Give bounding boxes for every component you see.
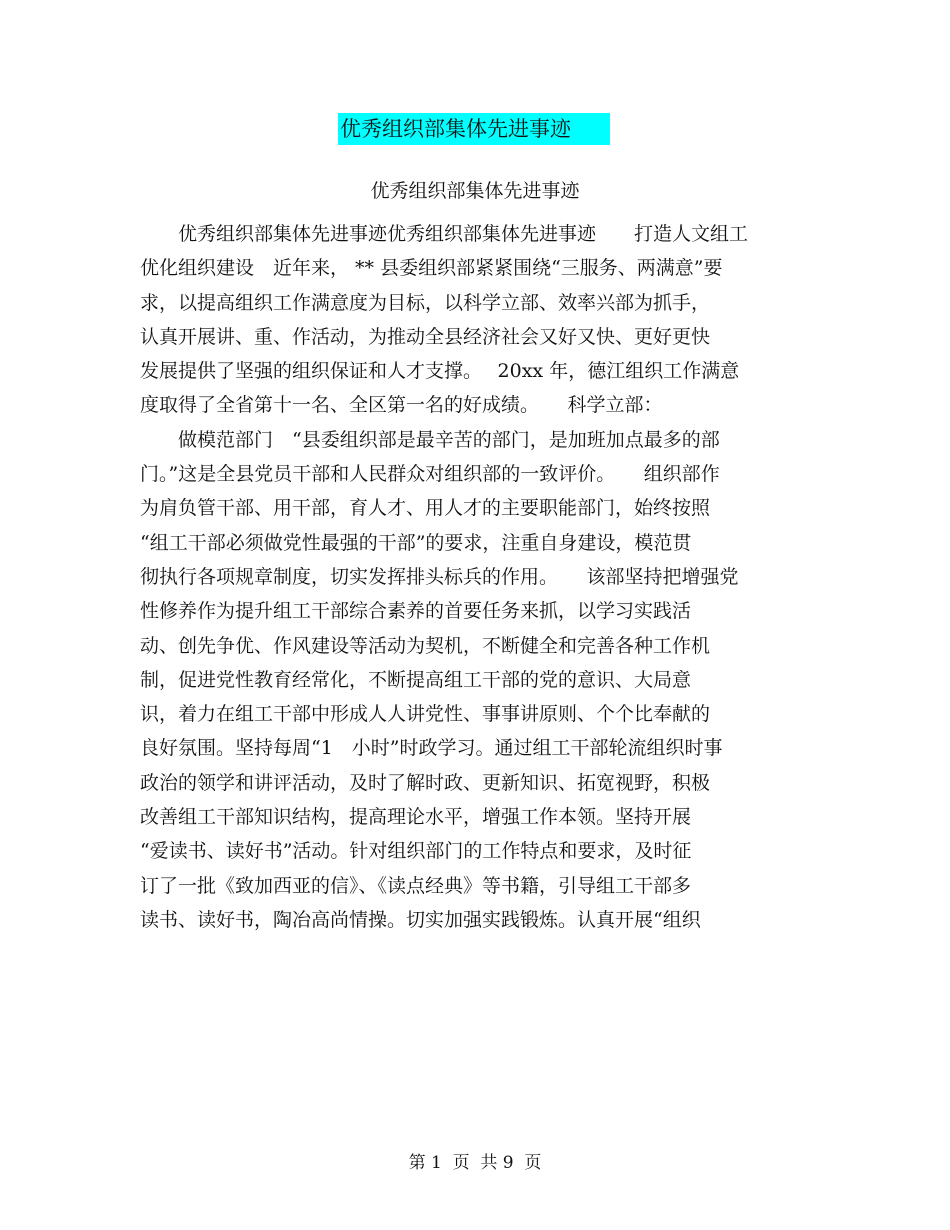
- body-line: 为肩负管干部、用干部，育人才、用人才的主要职能部门，始终按照: [140, 497, 711, 520]
- body-line: 读书、读好书，陶冶高尚情操。切实加强实践锻炼。认真开展“组织: [140, 908, 701, 931]
- body-line: 优秀组织部集体先进事迹优秀组织部集体先进事迹 打造人文组工: [140, 223, 749, 245]
- body-line: 政治的领学和讲评活动，及时了解时政、更新知识、拓宽视野，积极: [140, 771, 711, 794]
- document-body: [140, 217, 820, 937]
- body-line: 订了一批《致加西亚的信》、《读点经典》等书籍，引导组工干部多: [140, 874, 692, 897]
- body-line: 门。”这是全县党员干部和人民群众对组织部的一致评价。 组织部作: [140, 463, 720, 486]
- body-line: 发展提供了坚强的组织保证和人才支撑。 20xx 年，德江组织工作满意: [140, 360, 740, 383]
- page-number-footer: 第 1 页 共 9 页: [408, 1153, 542, 1173]
- body-line: 识，着力在组工干部中形成人人讲党性、事事讲原则、个个比奉献的: [140, 703, 711, 726]
- body-line: 求，以提高组织工作满意度为目标，以科学立部、效率兴部为抓手，: [140, 291, 711, 314]
- body-line: “组工干部必须做党性最强的干部”的要求，注重自身建设，模范贯: [140, 531, 692, 554]
- body-line: 认真开展讲、重、作活动，为推动全县经济社会又好又快、更好更快: [140, 325, 711, 348]
- document-subtitle: 优秀组织部集体先进事迹: [370, 180, 580, 202]
- body-line: 改善组工干部知识结构，提高理论水平，增强工作本领。坚持开展: [140, 806, 692, 829]
- body-line: 制，促进党性教育经常化，不断提高组工干部的党的意识、大局意: [140, 668, 692, 691]
- document-title: 优秀组织部集体先进事迹: [338, 113, 610, 145]
- body-line: 良好氛围。坚持每周“1 小时”时政学习。通过组工干部轮流组织时事: [140, 737, 723, 760]
- body-line: “爱读书、读好书”活动。针对组织部门的工作特点和要求，及时征: [140, 840, 692, 863]
- body-line: 动、创先争优、作风建设等活动为契机，不断健全和完善各种工作机: [140, 634, 711, 657]
- body-line: 优化组织建设 近年来， ** 县委组织部紧紧围绕“三服务、两满意”要: [140, 257, 723, 280]
- body-line: 彻执行各项规章制度，切实发挥排头标兵的作用。 该部坚持把增强党: [140, 565, 739, 588]
- body-line: 做模范部门 “县委组织部是最辛苦的部门，是加班加点最多的部: [140, 428, 720, 451]
- body-line: 性修养作为提升组工干部综合素养的首要任务来抓，以学习实践活: [140, 600, 692, 623]
- body-line: 度取得了全省第十一名、全区第一名的好成绩。 科学立部：: [140, 394, 663, 417]
